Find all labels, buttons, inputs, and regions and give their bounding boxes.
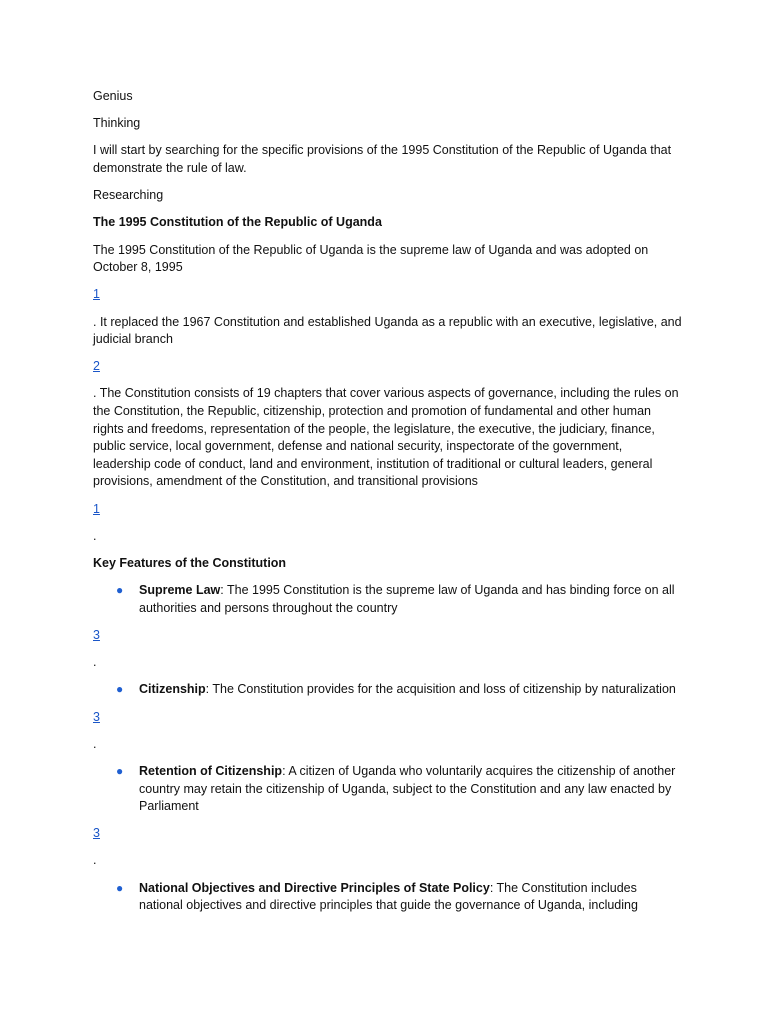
list-item [116, 763, 683, 816]
list-item [116, 880, 683, 915]
punctuation-dot: . [93, 853, 97, 868]
punctuation-dot: . [93, 655, 97, 670]
list-item [116, 582, 683, 617]
feature-list [93, 582, 683, 617]
feature-list [93, 763, 683, 816]
citation-link[interactable]: 3 [93, 709, 100, 724]
feature-term: Citizenship [139, 682, 206, 697]
thinking-label: Thinking [93, 116, 141, 131]
citation-block [93, 825, 683, 843]
bullet-icon: ● [116, 880, 124, 895]
citation-block [93, 286, 683, 304]
citation-link[interactable]: 1 [93, 287, 100, 302]
citation-block [93, 709, 683, 727]
paragraph-chapters: . The Constitution consists of 19 chapters that cover various aspects of governance, including the rules on the Constitution, the Republic, citizenship, protection and promotion of fundamental and other human rights and freedoms, representation of the people, the legislature, the executive, the judiciary, finance, public service, local government, defense and national security, inspectorate of the government, leadership code of conduct, land and environment, institution of traditional or cultural leaders, general provisions, amendment of the Constitution, and transitional provisions [93, 386, 679, 489]
citation-block [93, 501, 683, 519]
paragraph-adoption: The 1995 Constitution of the Republic of Uganda is the supreme law of Uganda and was adopted on October 8, 1995 [93, 242, 649, 275]
citation-link[interactable]: 3 [93, 627, 100, 642]
app-name-label: Genius [93, 89, 133, 103]
feature-term: Retention of Citizenship [139, 763, 283, 778]
researching-label: Researching [93, 188, 164, 203]
feature-text: : The 1995 Constitution is the supreme law of Uganda and has binding force on all authorities and persons throughout the country [139, 583, 675, 615]
citation-block [93, 358, 683, 376]
feature-text: : The Constitution includes national objectives and directive principles that guide the governance of Uganda, including [139, 880, 638, 913]
thinking-text: I will start by searching for the specific provisions of the 1995 Constitution of the Republic of Uganda that demonstrate the rule of law. [93, 143, 672, 175]
citation-link[interactable]: 3 [93, 826, 100, 841]
list-item [116, 681, 683, 699]
citation-block [93, 627, 683, 645]
paragraph-replacement: . It replaced the 1967 Constitution and established Uganda as a republic with an executive, legislative, and judicial branch [93, 314, 682, 347]
section-heading-key-features: Key Features of the Constitution [93, 556, 287, 570]
citation-link[interactable]: 1 [93, 501, 100, 516]
punctuation-dot: . [93, 736, 97, 751]
feature-list [93, 880, 683, 915]
bullet-icon: ● [116, 763, 124, 778]
section-heading-constitution: The 1995 Constitution of the Republic of Uganda [93, 215, 382, 230]
document-body [93, 88, 683, 924]
feature-text: : A citizen of Uganda who voluntarily acquires the citizenship of another country may retain the citizenship of Uganda, subject to the Constitution and any law enacted by Parliament [139, 763, 676, 814]
bullet-icon: ● [116, 682, 124, 697]
feature-text: : The Constitution provides for the acquisition and loss of citizenship by naturalization [205, 682, 676, 697]
citation-link[interactable]: 2 [93, 359, 100, 374]
feature-term: National Objectives and Directive Principles of State Policy [139, 880, 490, 895]
feature-term: Supreme Law [139, 583, 221, 598]
feature-list [93, 681, 683, 699]
punctuation-dot: . [93, 528, 97, 543]
bullet-icon: ● [116, 583, 124, 598]
